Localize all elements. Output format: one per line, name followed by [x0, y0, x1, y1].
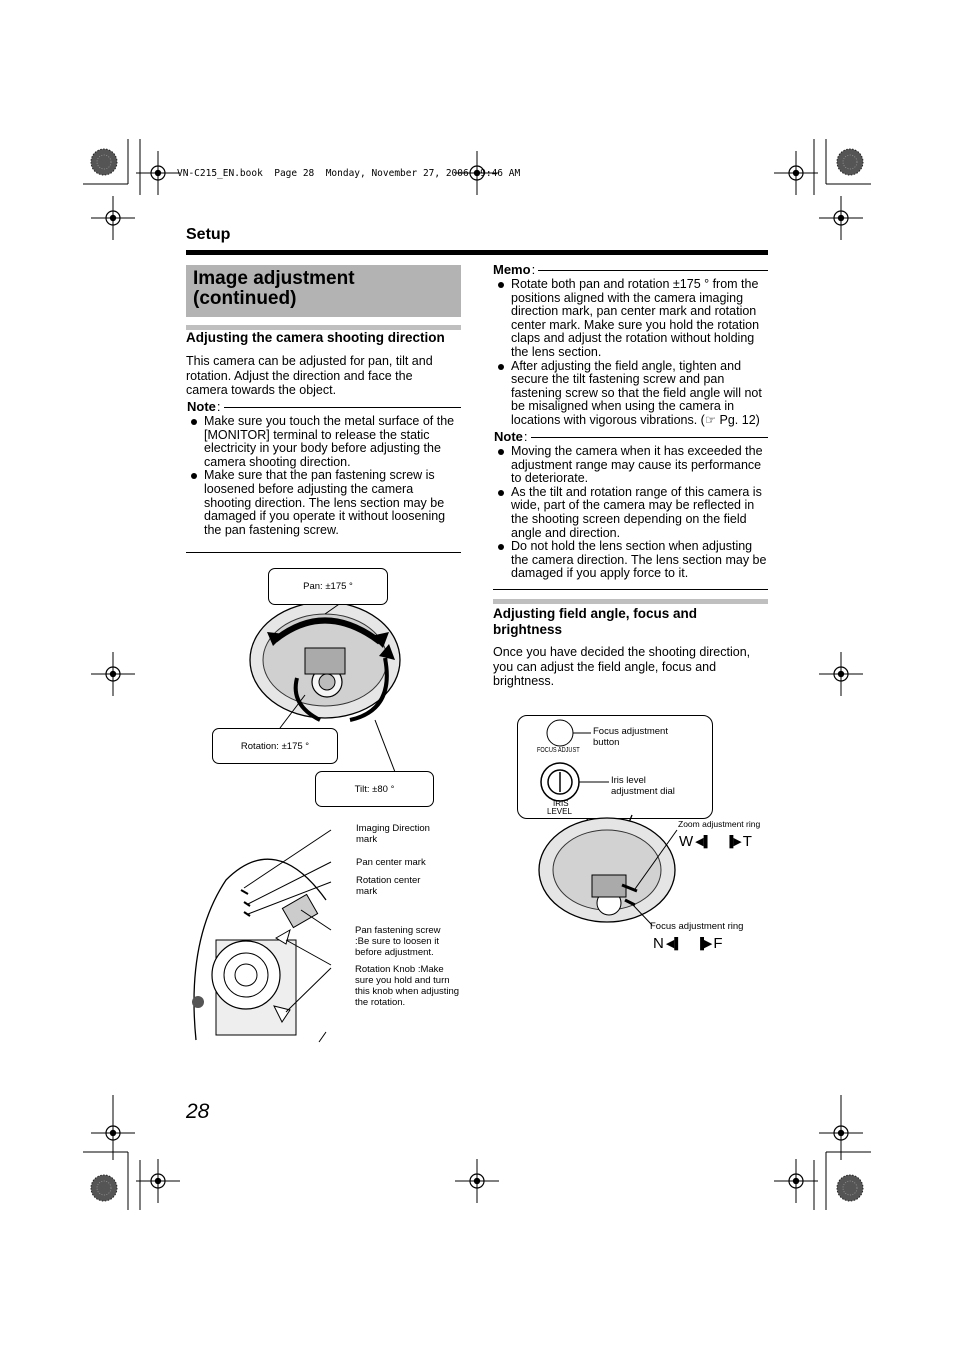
- zoom-ring-label: Zoom adjustment ring: [678, 819, 761, 829]
- note-list-right: [493, 445, 768, 581]
- page-title: Image adjustment (continued): [193, 268, 355, 309]
- focus-direction: [653, 935, 723, 952]
- pan-fastening-screw-label: Pan fastening screw :Be sure to loosen it before adjustment.: [355, 925, 441, 958]
- focus-ring-label: Focus adjustment ring: [650, 921, 744, 932]
- note-label-right: Note: [494, 429, 523, 444]
- memo-item: Rotate both pan and rotation ±175 ° from the positions aligned with the camera imaging direction mark, pan center mark and rotation center mark. Make sure you hold the rotation claps and adjust the rotation without holding the lens section.: [493, 278, 768, 360]
- intro-text-right: Once you have decided the shooting direction, you can adjust the field angle, focus and brightness.: [493, 645, 751, 688]
- note-list: [186, 415, 461, 537]
- page-title-box: [186, 265, 461, 317]
- note-item: Make sure you touch the metal surface of the [MONITOR] terminal to release the static electricity in your body before adjusting the camera shooting direction.: [186, 415, 461, 469]
- memo-list: [493, 278, 768, 428]
- tilt-callout: Tilt: ±80 °: [315, 771, 434, 807]
- note-separator-right: [493, 589, 768, 590]
- header-rule: [186, 250, 768, 255]
- page-number: 28: [186, 1100, 210, 1123]
- focus-n: N: [653, 935, 664, 952]
- zoom-left-arrow-icon: ◀▌: [695, 836, 712, 848]
- focus-f: F: [713, 935, 723, 952]
- note-separator: [186, 552, 461, 553]
- subheading-field-angle: Adjusting field angle, focus and brightness: [493, 606, 698, 637]
- imaging-direction-mark-label: Imaging Direction mark: [356, 823, 430, 845]
- memo-label: Memo: [493, 262, 531, 277]
- file-info-header: VN-C215_EN.book Page 28 Monday, November 27, 2006 9:46 AM: [177, 168, 521, 179]
- camera-marks-diagram: [186, 820, 356, 1045]
- subheading-shooting-direction: Adjusting the camera shooting direction: [186, 330, 445, 345]
- rotation-center-mark-label: Rotation center mark: [356, 875, 421, 897]
- iris-level-dial-label: Iris level adjustment dial: [611, 775, 675, 797]
- focus-adjust-button-icon: [547, 720, 573, 746]
- zoom-t: T: [742, 833, 752, 850]
- focus-adjust-caption: FOCUS ADJUST: [537, 747, 580, 754]
- rotation-callout: Rotation: ±175 °: [212, 728, 338, 764]
- pan-callout: Pan: ±175 °: [268, 568, 388, 605]
- focus-left-arrow-icon: ◀▌: [665, 938, 683, 950]
- focus-right-arrow-icon: ▐▶: [696, 938, 713, 950]
- intro-text: This camera can be adjusted for pan, tilt and rotation. Adjust the direction and face the camera towards the object.: [186, 354, 433, 397]
- rotation-knob-label: Rotation Knob :Make sure you hold and turn this knob when adjusting the rotation.: [355, 964, 460, 1008]
- note-header-right: Note :: [494, 429, 768, 444]
- note-label: Note: [187, 399, 216, 414]
- section-label: Setup: [186, 226, 231, 243]
- memo-item: After adjusting the field angle, tighten and secure the tilt fastening screw and pan fastening screw so that the field angle will not be misaligned when using the camera in locations with vigorous vibrations. (☞ Pg. 12): [493, 360, 768, 428]
- memo-header: Memo :: [493, 262, 768, 277]
- iris-caption-1: IRIS: [553, 799, 569, 808]
- note-item: As the tilt and rotation range of this camera is wide, part of the camera may be reflected in the shooting screen depending on the field angle and direction.: [493, 486, 768, 540]
- zoom-right-arrow-icon: ▐▶: [725, 836, 742, 848]
- zoom-w: W: [679, 833, 694, 850]
- note-item: Do not hold the lens section when adjusting the camera direction. The lens section may be damaged if you apply force to it.: [493, 540, 768, 581]
- lens-closeup: [212, 941, 280, 1009]
- focus-adjustment-button-label: Focus adjustment button: [593, 726, 668, 748]
- note-header: Note :: [187, 399, 461, 414]
- subheading-bar-right: [493, 599, 768, 604]
- note-item: Make sure that the pan fastening screw is loosened before adjusting the camera shooting direction. The lens section may be damaged if you operate it without loosening the pan fastening screw.: [186, 469, 461, 537]
- pan-center-mark-label: Pan center mark: [356, 857, 426, 868]
- note-item: Moving the camera when it has exceeded the adjustment range may cause its performance to deteriorate.: [493, 445, 768, 486]
- iris-caption-2: LEVEL: [547, 807, 572, 816]
- zoom-direction: [679, 833, 752, 850]
